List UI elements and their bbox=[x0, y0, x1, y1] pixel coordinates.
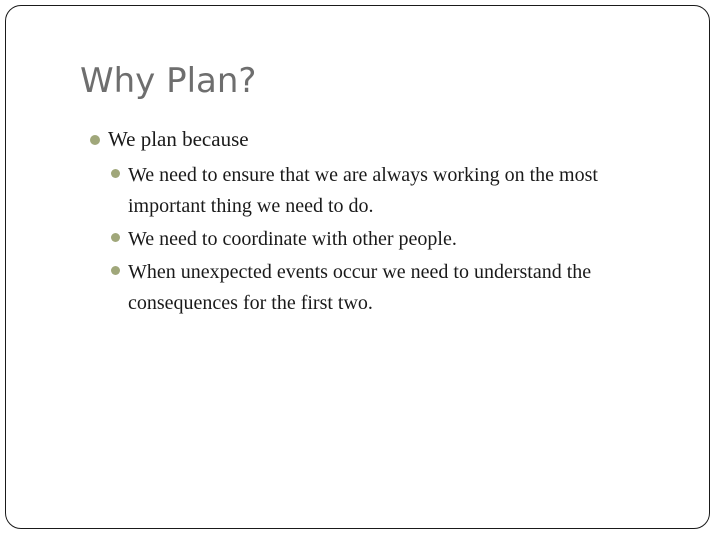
sub-bullet-item bbox=[111, 257, 671, 319]
slide-frame bbox=[5, 5, 710, 529]
sub-bullet-text: We need to ensure that we are always working on the most important thing we need to do. bbox=[128, 164, 598, 217]
bullet-dot-icon bbox=[111, 169, 120, 178]
bullet-level1-text: We plan because bbox=[108, 127, 249, 151]
sub-bullet-item bbox=[111, 224, 671, 255]
sub-bullet-text: We need to coordinate with other people. bbox=[128, 228, 457, 250]
bullet-dot-icon bbox=[90, 135, 100, 145]
sub-bullet-text: When unexpected events occur we need to understand the consequences for the first two. bbox=[128, 261, 592, 314]
sub-bullet-item bbox=[111, 160, 671, 222]
bullet-level1 bbox=[90, 126, 249, 152]
sub-bullet-list bbox=[111, 160, 671, 321]
bullet-dot-icon bbox=[111, 233, 120, 242]
slide-title: Why Plan? bbox=[80, 61, 257, 101]
bullet-dot-icon bbox=[111, 266, 120, 275]
